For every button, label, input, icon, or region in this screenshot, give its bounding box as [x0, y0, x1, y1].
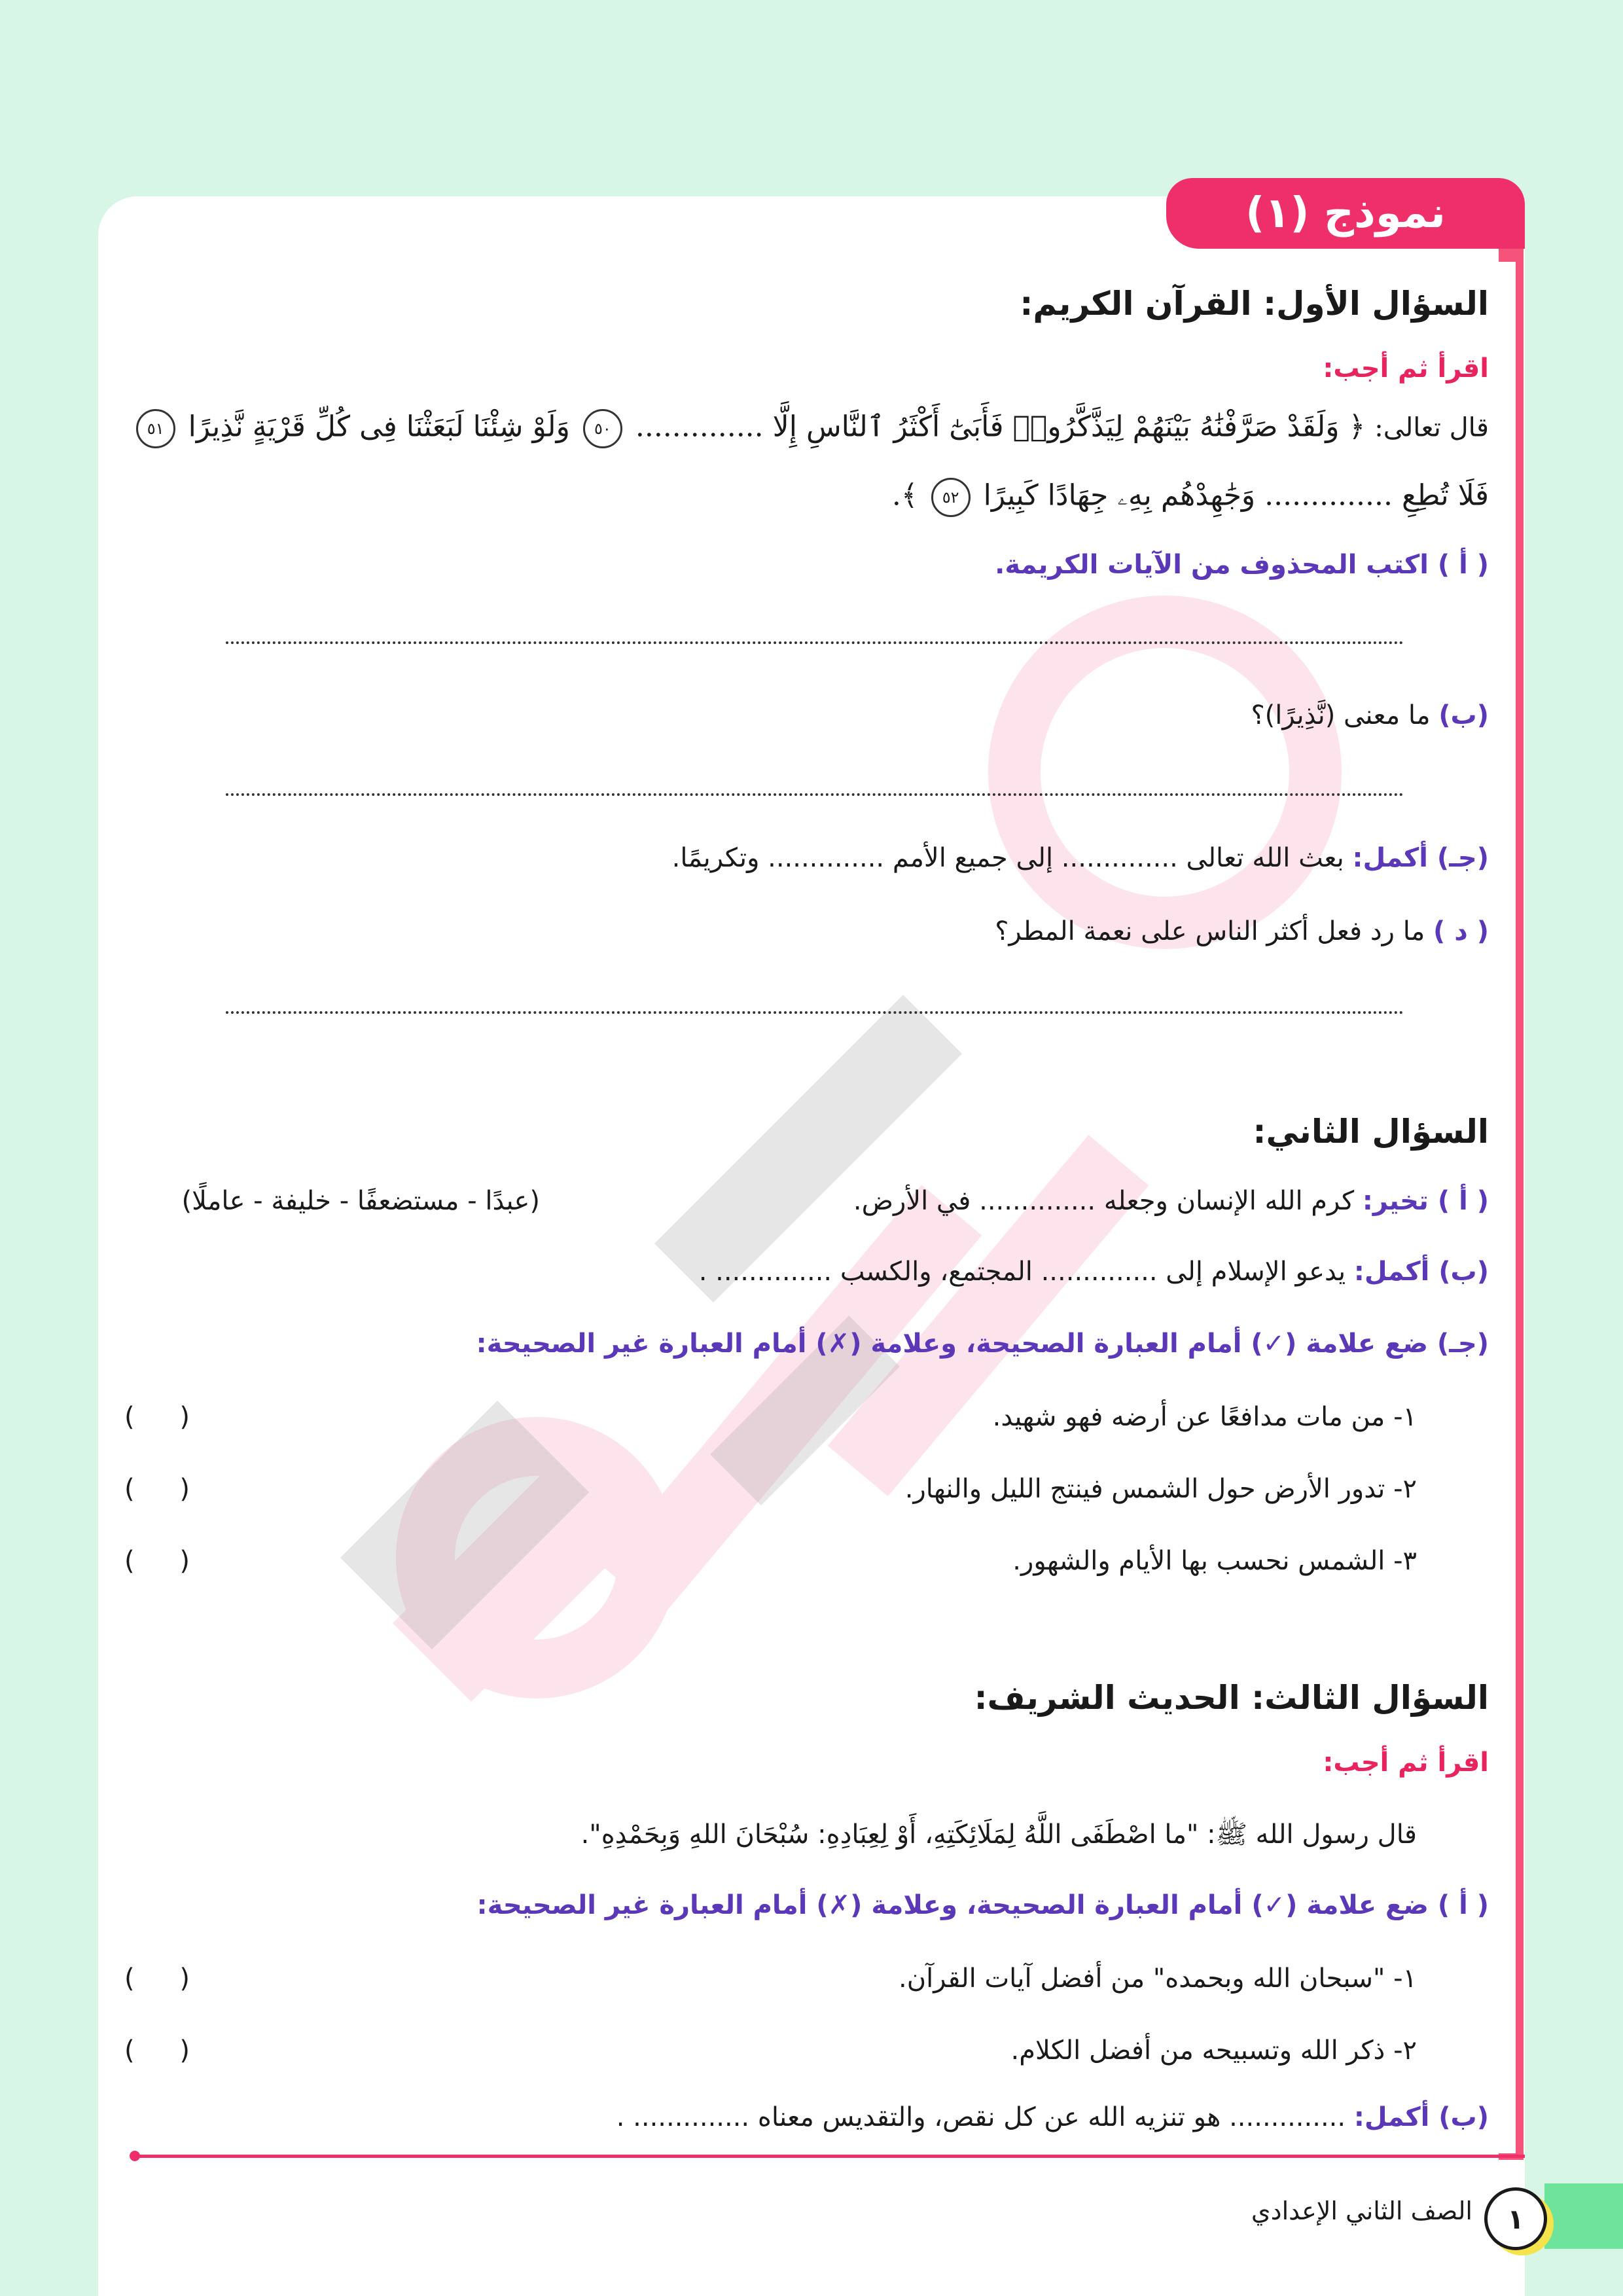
answer-parentheses[interactable]: ( )	[124, 2036, 208, 2066]
q1-a-label: ( أ )	[1437, 550, 1489, 580]
q1-heading: السؤال الأول: القرآن الكريم:	[1020, 285, 1489, 323]
q3-instruction: اقرأ ثم أجب:	[1323, 1748, 1489, 1778]
q3-hadith: قال رسول الله ﷺ: "ما اصْطَفَى اللَّهُ لِمَلَائِكَتِهِ، أَوْ لِعِبَادِهِ: سُبْحَانَ اللهِ وَبِحَمْدِهِ".	[580, 1820, 1417, 1850]
q1-a-text: اكتب المحذوف من الآيات الكريمة.	[995, 550, 1429, 580]
verse-text-1b: وَلَوْ شِئْنَا لَبَعَثْنَا فِى كُلِّ قَرْيَةٍ نَّذِيرًا	[188, 410, 570, 444]
verse-intro: قال تعالى:	[1374, 412, 1489, 443]
q1-b-label: (ب)	[1438, 700, 1489, 730]
q2-heading: السؤال الثاني:	[1253, 1113, 1489, 1151]
q3-b-text: .............. هو تنزيه الله عن كل نقص، والتقديس معناه .............. .	[616, 2102, 1346, 2132]
grade-label: الصف الثاني الإعدادي	[1251, 2197, 1472, 2225]
verse-text-2: فَلَا تُطِعِ .............. وَجَٰهِدْهُم بِهِۦ جِهَادًا كَبِيرًا	[983, 478, 1489, 512]
q2-a-choices: (عبدًا - مستضعفًا - خليفة - عاملًا)	[181, 1186, 540, 1216]
q3-item-1: ١- "سبحان الله وبحمده" من أفضل آيات القرآن.	[898, 1964, 1417, 1994]
answer-parentheses[interactable]: ( )	[124, 1546, 208, 1576]
q1-d	[995, 916, 1489, 946]
side-tab	[1544, 2183, 1623, 2249]
q1-instruction: اقرأ ثم أجب:	[1323, 353, 1489, 384]
verse-text-1: ﴿ وَلَقَدْ صَرَّفْنَٰهُ بَيْنَهُمْ لِيَذَّكَّرُوا۟ فَأَبَىٰٓ أَكْثَرُ ٱلنَّاسِ إِلَّا ..............	[635, 410, 1366, 444]
q3-b-label: (ب) أكمل:	[1353, 2102, 1489, 2132]
verse-text-2-end: ﴾.	[891, 478, 918, 512]
answer-parentheses[interactable]: ( )	[124, 1964, 208, 1994]
q1-c	[672, 843, 1489, 873]
q1-c-label: (جـ) أكمل:	[1352, 843, 1489, 873]
q1-a	[995, 550, 1489, 580]
answer-line[interactable]	[226, 793, 1404, 796]
q1-d-text: ما رد فعل أكثر الناس على نعمة المطر؟	[995, 916, 1425, 946]
q2-item-1: ١- من مات مدافعًا عن أرضه فهو شهيد.	[992, 1402, 1417, 1432]
q2-item-2: ٢- تدور الأرض حول الشمس فينتج الليل والنهار.	[904, 1474, 1417, 1504]
q3-heading: السؤال الثالث: الحديث الشريف:	[974, 1679, 1489, 1717]
q1-verse-line1	[132, 409, 1489, 448]
q1-d-label: ( د )	[1433, 916, 1489, 946]
q2-a	[853, 1186, 1489, 1216]
ayah-number-50: ٥٠	[583, 409, 622, 448]
q1-c-text: بعث الله تعالى .............. إلى جميع الأمم .............. وتكريمًا.	[671, 843, 1344, 873]
page-number: ١	[1484, 2187, 1547, 2250]
q3-item-2: ٢- ذكر الله وتسبيحه من أفضل الكلام.	[1010, 2036, 1417, 2066]
model-title: نموذج (١)	[1245, 189, 1446, 238]
q1-b-text: ما معنى (نَّذِيرًا)؟	[1251, 700, 1431, 730]
model-title-tab	[1166, 178, 1525, 249]
q2-c-label: (جـ) ضع علامة (✓) أمام العبارة الصحيحة، وعلامة (✗) أمام العبارة غير الصحيحة:	[476, 1329, 1489, 1359]
q2-b	[699, 1257, 1489, 1287]
answer-line[interactable]	[226, 641, 1404, 644]
q1-b	[1251, 700, 1489, 730]
ayah-number-52: ٥٢	[931, 478, 971, 517]
q3-a-label: ( أ ) ضع علامة (✓) أمام العبارة الصحيحة، وعلامة (✗) أمام العبارة غير الصحيحة:	[476, 1890, 1489, 1920]
q2-b-text: يدعو الإسلام إلى .............. المجتمع، والكسب .............. .	[698, 1257, 1346, 1287]
bottom-rule-dot	[130, 2151, 140, 2161]
answer-parentheses[interactable]: ( )	[124, 1402, 208, 1432]
q2-item-3: ٣- الشمس نحسب بها الأيام والشهور.	[1012, 1546, 1417, 1576]
q3-b	[616, 2102, 1489, 2132]
answer-parentheses[interactable]: ( )	[124, 1474, 208, 1504]
answer-line[interactable]	[226, 1011, 1404, 1014]
q2-a-text: كرم الله الإنسان وجعله .............. في الأرض.	[853, 1186, 1355, 1216]
q1-verse-line2	[892, 478, 1489, 517]
ayah-number-51: ٥١	[136, 409, 175, 448]
q2-b-label: (ب) أكمل:	[1353, 1257, 1489, 1287]
q2-a-label: ( أ ) تخير:	[1362, 1186, 1489, 1216]
bottom-rule	[134, 2155, 1525, 2158]
